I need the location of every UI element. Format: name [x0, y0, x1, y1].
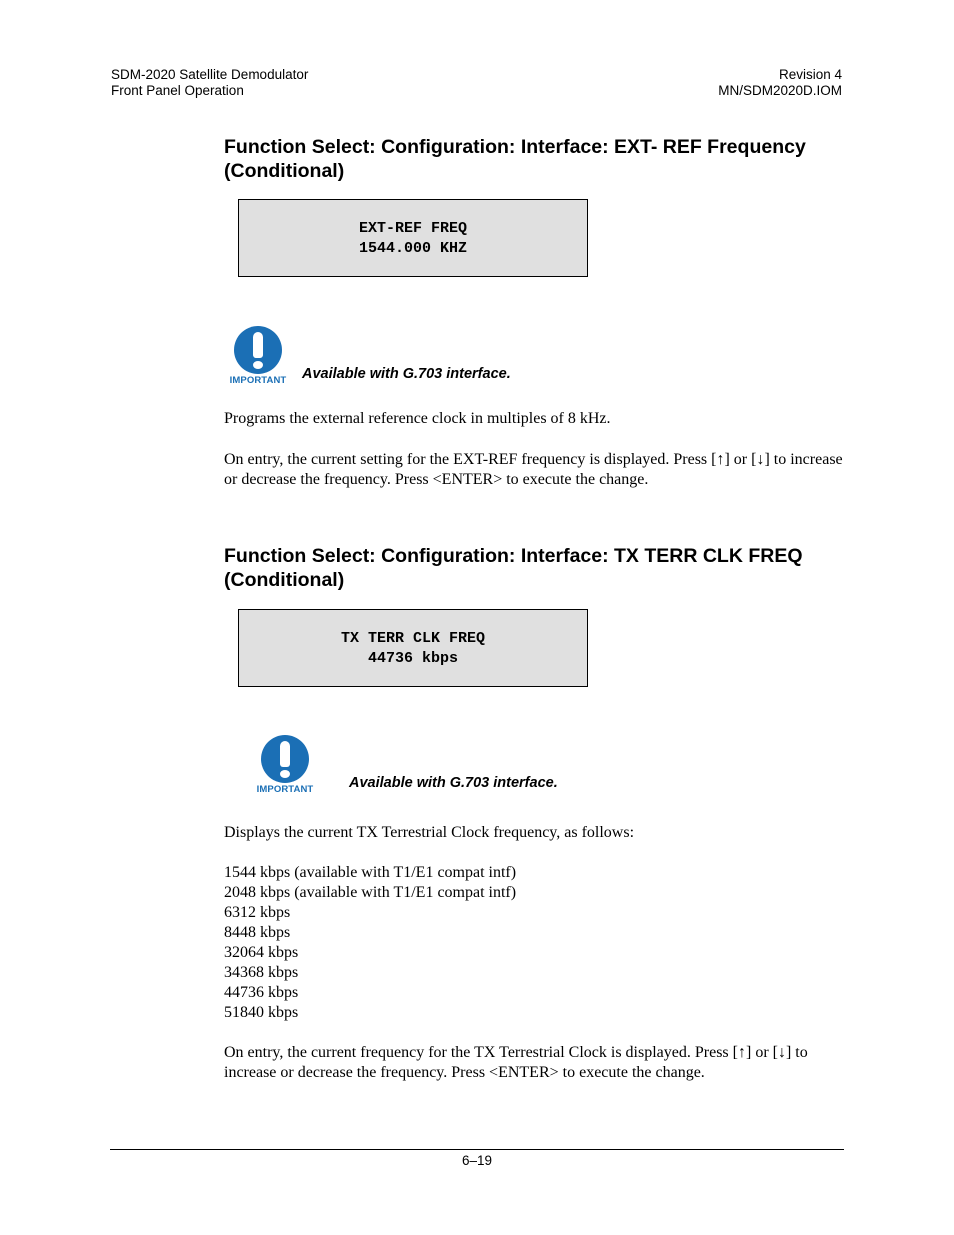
important-icon: [226, 326, 292, 392]
paragraph: On entry, the current setting for the EXT-REF frequency is displayed. Press [↑] or [↓] to increase or decrease the frequency. Press <ENTER> to execute the change.: [224, 451, 843, 488]
important-icon: [253, 735, 319, 801]
revision-label: Revision 4: [778, 67, 842, 82]
header-left: [111, 67, 308, 99]
document-number: MN/SDM2020D.IOM: [718, 83, 842, 98]
list-item: 2048 kbps (available with T1/E1 compat intf): [224, 884, 517, 901]
heading-line: Function Select: Configuration: Interface: TX TERR CLK FREQ: [224, 545, 803, 567]
document-title: SDM-2020 Satellite Demodulator: [111, 67, 309, 82]
paragraph: Displays the current TX Terrestrial Clock frequency, as follows:: [224, 824, 635, 841]
lcd-line: 44736 kbps: [367, 649, 458, 667]
list-item: 1544 kbps (available with T1/E1 compat intf): [224, 864, 517, 881]
paragraph: Programs the external reference clock in multiples of 8 kHz.: [224, 410, 611, 427]
lcd-line: TX TERR CLK FREQ: [340, 630, 486, 647]
important-label: IMPORTANT: [256, 784, 314, 795]
lcd-display-tx-terr-clk: [238, 609, 588, 687]
footer-divider: [110, 1149, 844, 1150]
lcd-display-ext-ref: [238, 199, 588, 277]
important-label: IMPORTANT: [229, 375, 287, 386]
heading-line: Function Select: Configuration: Interface: EXT- REF Frequency: [224, 136, 806, 158]
lcd-line: 1544.000 KHZ: [358, 239, 468, 257]
paragraph: On entry, the current frequency for the TX Terrestrial Clock is displayed. Press [↑] or [↓] to increase or decrease the frequency. Press <ENTER> to execute the change.: [224, 1044, 808, 1081]
lcd-line: EXT-REF FREQ: [358, 220, 468, 237]
list-item: 34368 kbps: [224, 964, 299, 981]
header-right: [718, 67, 842, 99]
list-item: 6312 kbps: [224, 904, 291, 921]
list-item: 51840 kbps: [224, 1004, 299, 1021]
important-note: Available with G.703 interface.: [349, 775, 558, 791]
heading-line: (Conditional): [224, 569, 345, 591]
section-heading-ext-ref: [224, 135, 844, 183]
list-item: 32064 kbps: [224, 944, 299, 961]
frequency-list: [224, 863, 516, 1023]
list-item: 8448 kbps: [224, 924, 291, 941]
important-note: Available with G.703 interface.: [302, 366, 511, 382]
chapter-title: Front Panel Operation: [111, 83, 244, 98]
list-item: 44736 kbps: [224, 984, 299, 1001]
section-heading-tx-terr-clk: [224, 544, 844, 592]
page-number: 6–19: [461, 1153, 493, 1168]
heading-line: (Conditional): [224, 160, 345, 182]
